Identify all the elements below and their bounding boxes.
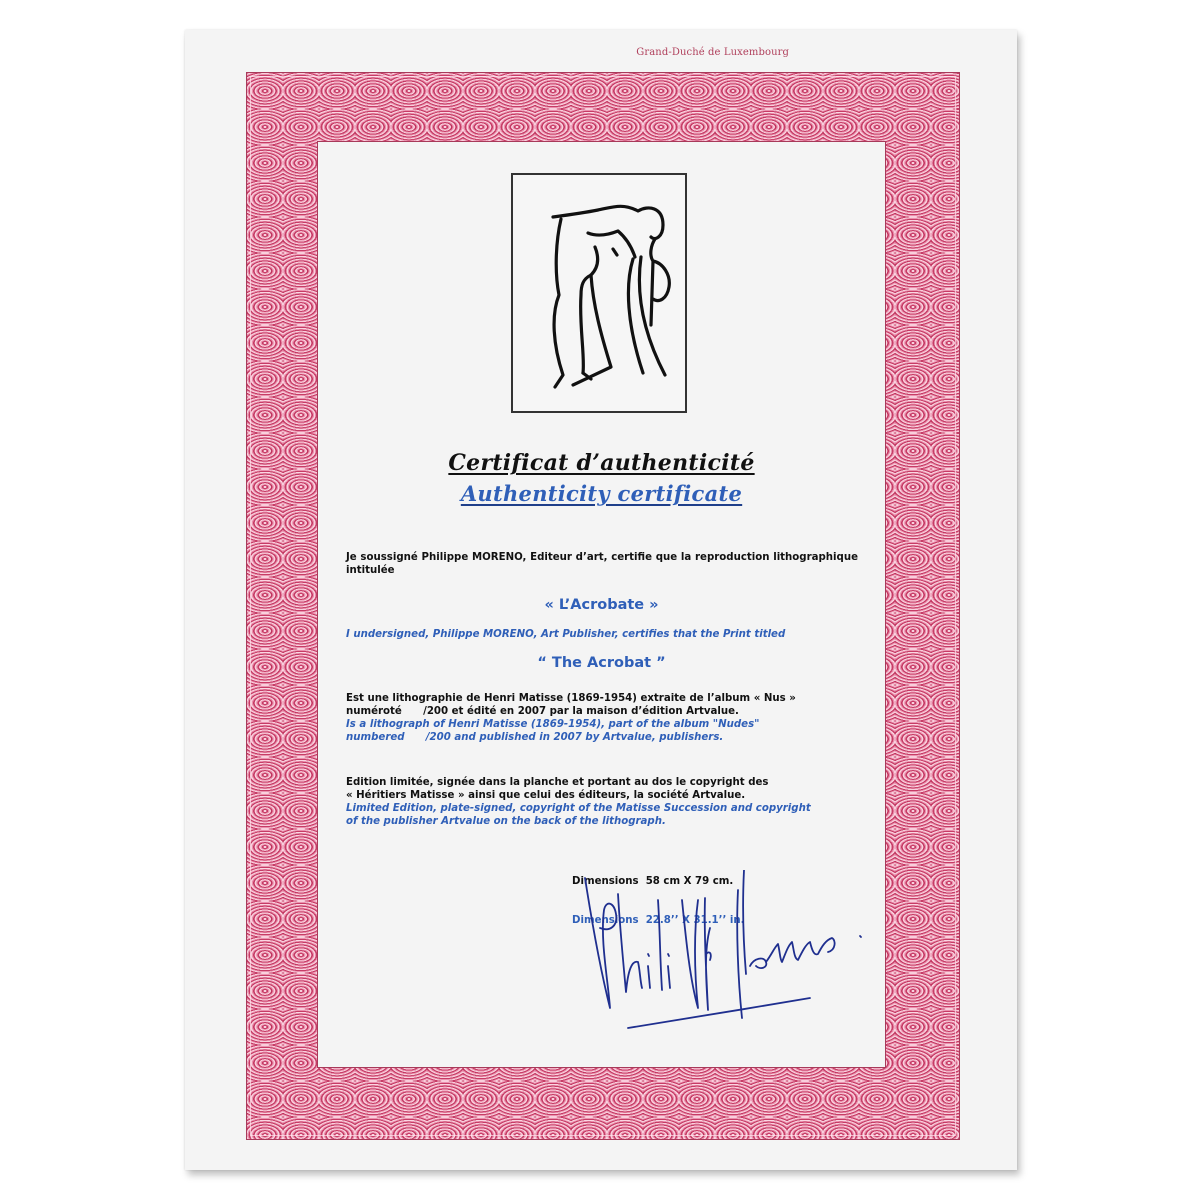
edition-en-line2: of the publisher Artvalue on the back of the lithograph. (346, 816, 666, 827)
description-en-line1: Is a lithograph of Henri Matisse (1869-1954), part of the album "Nudes" (346, 719, 760, 730)
certificate-title-fr: Certificat d’authenticité (448, 450, 755, 476)
artwork-title-fr: « L’Acrobate » (544, 597, 659, 613)
guilloche-border (246, 72, 960, 1140)
country-header: Grand-Duché de Luxembourg (636, 47, 789, 58)
edition-fr-line1: Edition limitée, signée dans la planche et portant au dos le copyright des (346, 777, 769, 788)
description-block (346, 692, 858, 744)
certificate-title-en: Authenticity certificate (460, 481, 743, 506)
certificate-paper (185, 30, 1017, 1170)
intro-fr-text: Je soussigné Philippe MORENO, Editeur d’art, certifie que la reproduction lithographique intitulée (346, 552, 858, 576)
artwork-title-en: “ The Acrobat ” (537, 655, 666, 671)
edition-fr-line2: « Héritiers Matisse » ainsi que celui des éditeurs, la société Artvalue. (346, 790, 746, 801)
description-fr-line1: Est une lithographie de Henri Matisse (1869-1954) extraite de l’album « Nus » (346, 693, 796, 704)
edition-block (346, 776, 858, 828)
dimensions-fr: Dimensions 58 cm X 79 cm. (572, 876, 734, 887)
dimensions-en: Dimensions 22.8’’ X 31.1’’ in. (572, 915, 745, 926)
description-fr-line2: numéroté /200 et édité en 2007 par la maison d’édition Artvalue. (346, 706, 739, 717)
description-en-line2: numbered /200 and published in 2007 by Artvalue, publishers. (346, 732, 724, 743)
edition-en-line1: Limited Edition, plate-signed, copyright of the Matisse Succession and copyright (346, 803, 811, 814)
intro-en: I undersigned, Philippe MORENO, Art Publisher, certifies that the Print titled (346, 629, 786, 640)
acrobat-drawing-icon (513, 175, 685, 411)
intro-fr (346, 551, 858, 577)
certificate-body (317, 141, 886, 1068)
artwork-image (511, 173, 687, 413)
signature-icon (560, 870, 880, 1050)
